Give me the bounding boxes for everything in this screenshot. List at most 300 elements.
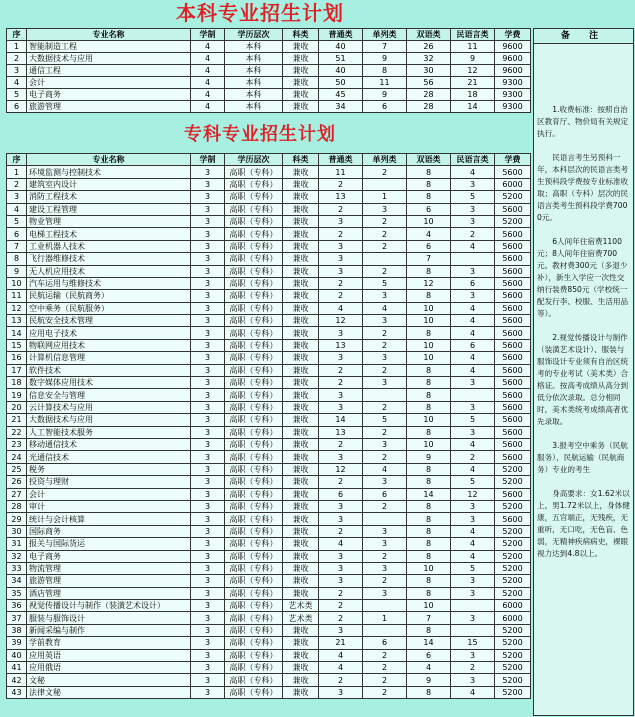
table-cell: 14 [451, 101, 495, 113]
table-cell: 高职（专科） [225, 277, 283, 289]
college-header-row [7, 154, 531, 166]
table-cell: 3 [191, 265, 225, 277]
table-cell: 40 [319, 65, 363, 77]
table-cell: 5600 [495, 389, 531, 401]
table-cell: 5 [451, 414, 495, 426]
table-cell: 高职（专科） [225, 575, 283, 587]
table-cell: 高职（专科） [225, 451, 283, 463]
table-cell: 33 [7, 562, 27, 574]
table-cell: 3 [191, 203, 225, 215]
table-cell: 兼收 [283, 166, 319, 178]
table-cell: 3 [191, 476, 225, 488]
college-table-row [7, 265, 531, 277]
table-cell: 4 [407, 662, 451, 674]
table-cell: 38 [7, 624, 27, 636]
table-cell: 兼收 [283, 41, 319, 53]
table-cell: 高职（专科） [225, 649, 283, 661]
table-cell [363, 624, 407, 636]
note-paragraph: 身高要求：女1.62米以上，男1.72米以上，身体健康，五官端正，无残疾，无重听，无口吃，无色盲、色弱，无精神疾病病史，裸眼视力达到4.8以上。 [537, 489, 630, 558]
table-cell: 3 [191, 562, 225, 574]
table-cell: 40 [7, 649, 27, 661]
table-cell: 物联网应用技术 [27, 339, 191, 351]
table-cell: 汽车运用与维修技术 [27, 277, 191, 289]
table-cell: 12 [319, 315, 363, 327]
table-cell: 5 [363, 414, 407, 426]
table-cell: 高职（专科） [225, 538, 283, 550]
table-cell: 50 [319, 77, 363, 89]
college-table-row [7, 674, 531, 686]
table-cell: 6 [7, 101, 27, 113]
college-table-row [7, 438, 531, 450]
table-cell: 8 [407, 191, 451, 203]
college-table-row [7, 240, 531, 252]
table-cell: 8 [407, 550, 451, 562]
table-cell: 3 [319, 240, 363, 252]
table-cell: 艺术类 [283, 600, 319, 612]
table-cell: 6 [363, 488, 407, 500]
table-cell: 8 [407, 575, 451, 587]
table-cell: 2 [363, 364, 407, 376]
table-cell: 高职（专科） [225, 488, 283, 500]
table-cell: 3 [451, 587, 495, 599]
table-cell: 2 [363, 686, 407, 698]
table-cell: 8 [407, 265, 451, 277]
table-cell: 兼收 [283, 476, 319, 488]
table-cell: 4 [451, 686, 495, 698]
table-cell: 3 [191, 587, 225, 599]
column-header: 学历层次 [225, 29, 283, 41]
table-cell: 3 [451, 513, 495, 525]
table-cell: 5600 [495, 228, 531, 240]
table-cell: 3 [451, 203, 495, 215]
table-cell [451, 389, 495, 401]
table-cell: 高职（专科） [225, 662, 283, 674]
table-cell: 4 [363, 463, 407, 475]
table-cell: 高职（专科） [225, 327, 283, 339]
table-cell: 5200 [495, 587, 531, 599]
table-cell: 法律文秘 [27, 686, 191, 698]
table-cell: 兼收 [283, 401, 319, 413]
table-cell: 兼收 [283, 587, 319, 599]
table-cell: 2 [451, 451, 495, 463]
column-header: 学制 [191, 154, 225, 166]
table-cell: 2 [363, 240, 407, 252]
college-table-row [7, 463, 531, 475]
table-cell: 3 [319, 624, 363, 636]
table-cell: 兼收 [283, 77, 319, 89]
table-cell: 兼收 [283, 253, 319, 265]
table-cell: 高职（专科） [225, 215, 283, 227]
table-cell: 3 [451, 377, 495, 389]
table-cell: 5600 [495, 364, 531, 376]
table-cell: 32 [407, 53, 451, 65]
table-cell: 9 [407, 451, 451, 463]
table-cell: 大数据技术与应用 [27, 53, 191, 65]
table-cell: 11 [7, 290, 27, 302]
table-cell: 兼收 [283, 389, 319, 401]
table-cell: 15 [7, 339, 27, 351]
table-cell: 兼收 [283, 339, 319, 351]
college-table-row [7, 612, 531, 624]
table-cell: 20 [7, 401, 27, 413]
table-cell: 2 [319, 476, 363, 488]
college-table-row [7, 538, 531, 550]
table-cell: 3 [191, 488, 225, 500]
table-cell: 高职（专科） [225, 414, 283, 426]
college-plan-title: 专科专业招生计划 [184, 124, 336, 145]
bachelor-plan-title: 本科专业招生计划 [176, 1, 344, 25]
college-table-row [7, 352, 531, 364]
table-cell: 2 [451, 662, 495, 674]
table-cell: 电子商务 [27, 550, 191, 562]
table-cell: 光通信技术 [27, 451, 191, 463]
table-cell: 高职（专科） [225, 401, 283, 413]
table-cell: 3 [191, 228, 225, 240]
table-cell: 3 [363, 352, 407, 364]
table-cell: 13 [7, 315, 27, 327]
table-cell: 兼收 [283, 575, 319, 587]
table-cell: 高职（专科） [225, 364, 283, 376]
table-cell: 14 [319, 414, 363, 426]
table-cell: 11 [363, 77, 407, 89]
table-cell: 文秘 [27, 674, 191, 686]
table-cell: 4 [191, 101, 225, 113]
table-cell: 18 [451, 89, 495, 101]
table-cell: 高职（专科） [225, 674, 283, 686]
table-cell: 兼收 [283, 438, 319, 450]
table-cell: 6 [363, 101, 407, 113]
table-cell: 旅游管理 [27, 575, 191, 587]
table-cell: 3 [191, 339, 225, 351]
column-header: 双语类 [407, 29, 451, 41]
table-cell: 40 [319, 41, 363, 53]
table-cell: 5600 [495, 265, 531, 277]
table-cell: 6 [451, 339, 495, 351]
table-cell: 视觉传播设计与制作（装潢艺术设计） [27, 600, 191, 612]
table-cell: 兼收 [283, 327, 319, 339]
table-cell: 3 [319, 550, 363, 562]
table-cell [363, 178, 407, 190]
table-cell: 2 [363, 662, 407, 674]
table-cell: 2 [451, 228, 495, 240]
table-cell: 3 [451, 575, 495, 587]
table-cell: 7 [407, 612, 451, 624]
table-cell: 兼收 [283, 315, 319, 327]
table-cell: 21 [7, 414, 27, 426]
table-cell: 高职（专科） [225, 624, 283, 636]
table-cell: 3 [191, 426, 225, 438]
table-cell: 26 [407, 41, 451, 53]
table-cell: 3 [191, 686, 225, 698]
table-cell: 22 [7, 426, 27, 438]
table-cell: 9600 [495, 65, 531, 77]
table-cell: 飞行器维修技术 [27, 253, 191, 265]
bachelor-plan-table [6, 28, 531, 113]
table-cell: 3 [363, 438, 407, 450]
table-cell: 3 [363, 525, 407, 537]
column-header: 学历层次 [225, 154, 283, 166]
table-cell: 3 [319, 686, 363, 698]
table-cell: 兼收 [283, 550, 319, 562]
table-cell: 5 [451, 562, 495, 574]
column-header: 民语言类 [451, 154, 495, 166]
table-cell: 统计与会计核算 [27, 513, 191, 525]
table-cell: 高职（专科） [225, 203, 283, 215]
table-cell: 3 [7, 191, 27, 203]
table-cell: 2 [363, 426, 407, 438]
table-cell: 18 [7, 377, 27, 389]
table-cell: 3 [319, 401, 363, 413]
table-cell: 5600 [495, 414, 531, 426]
college-table-row [7, 339, 531, 351]
college-table-row [7, 575, 531, 587]
table-cell: 投资与理财 [27, 476, 191, 488]
table-cell: 3 [363, 562, 407, 574]
table-cell: 5200 [495, 538, 531, 550]
table-cell: 19 [7, 389, 27, 401]
table-cell: 1 [363, 612, 407, 624]
college-table-row [7, 686, 531, 698]
table-cell: 环境监测与控制技术 [27, 166, 191, 178]
table-cell: 3 [363, 290, 407, 302]
table-cell: 兼收 [283, 649, 319, 661]
table-cell: 云计算技术与应用 [27, 401, 191, 413]
table-cell: 兼收 [283, 414, 319, 426]
college-table-row [7, 525, 531, 537]
table-cell: 高职（专科） [225, 438, 283, 450]
table-cell: 30 [7, 525, 27, 537]
table-cell: 8 [407, 401, 451, 413]
table-cell: 2 [319, 525, 363, 537]
table-cell: 9300 [495, 101, 531, 113]
college-table-row [7, 649, 531, 661]
table-cell: 5 [7, 215, 27, 227]
column-header: 学制 [191, 29, 225, 41]
table-cell: 兼收 [283, 65, 319, 77]
table-cell: 3 [191, 240, 225, 252]
table-cell: 3 [319, 389, 363, 401]
table-cell: 兼收 [283, 228, 319, 240]
table-cell: 本科 [225, 41, 283, 53]
table-cell: 2 [319, 674, 363, 686]
table-cell: 高职（专科） [225, 352, 283, 364]
table-cell: 3 [191, 302, 225, 314]
table-cell: 5600 [495, 240, 531, 252]
table-cell: 23 [7, 438, 27, 450]
table-cell: 物业管理 [27, 215, 191, 227]
college-table-row [7, 290, 531, 302]
table-cell: 计算机信息管理 [27, 352, 191, 364]
table-cell: 3 [319, 562, 363, 574]
table-cell: 4 [451, 364, 495, 376]
table-cell: 39 [7, 637, 27, 649]
table-cell: 3 [191, 649, 225, 661]
table-cell: 5600 [495, 253, 531, 265]
table-cell: 5200 [495, 500, 531, 512]
table-cell: 高职（专科） [225, 166, 283, 178]
table-cell: 会计 [27, 488, 191, 500]
table-cell: 3 [191, 191, 225, 203]
table-cell: 电子商务 [27, 89, 191, 101]
table-cell: 大数据技术与应用 [27, 414, 191, 426]
table-cell: 26 [7, 476, 27, 488]
table-cell: 8 [407, 327, 451, 339]
table-cell: 高职（专科） [225, 389, 283, 401]
table-cell: 5600 [495, 377, 531, 389]
table-cell: 兼收 [283, 500, 319, 512]
table-cell: 2 [363, 550, 407, 562]
college-table-row [7, 302, 531, 314]
table-cell: 28 [7, 500, 27, 512]
table-cell: 3 [191, 637, 225, 649]
column-header: 民语言类 [451, 29, 495, 41]
table-cell: 1 [363, 191, 407, 203]
table-cell [451, 600, 495, 612]
table-cell: 兼收 [283, 302, 319, 314]
notes-header: 备 注 [534, 29, 633, 44]
table-cell: 24 [7, 451, 27, 463]
table-cell: 建筑室内设计 [27, 178, 191, 190]
table-cell: 5 [451, 476, 495, 488]
table-cell: 2 [319, 203, 363, 215]
table-cell: 4 [191, 77, 225, 89]
table-cell: 5 [7, 89, 27, 101]
table-cell: 5600 [495, 290, 531, 302]
table-cell: 32 [7, 550, 27, 562]
bachelor-table-row [7, 89, 531, 101]
bachelor-table-row [7, 65, 531, 77]
table-cell: 3 [451, 426, 495, 438]
table-cell: 37 [7, 612, 27, 624]
table-cell: 28 [407, 89, 451, 101]
table-cell: 物流管理 [27, 562, 191, 574]
table-cell: 兼收 [283, 277, 319, 289]
table-cell: 4 [7, 77, 27, 89]
table-cell: 高职（专科） [225, 587, 283, 599]
table-cell: 10 [407, 438, 451, 450]
college-table-row [7, 277, 531, 289]
table-cell: 3 [191, 662, 225, 674]
table-cell: 6000 [495, 612, 531, 624]
table-cell: 9600 [495, 41, 531, 53]
table-cell [451, 253, 495, 265]
table-cell: 工业机器人技术 [27, 240, 191, 252]
table-cell: 消防工程技术 [27, 191, 191, 203]
table-cell: 31 [7, 538, 27, 550]
college-table-row [7, 191, 531, 203]
table-cell: 5200 [495, 624, 531, 636]
column-header: 序 [7, 154, 27, 166]
table-cell: 3 [191, 525, 225, 537]
table-cell: 3 [191, 624, 225, 636]
table-cell: 12 [7, 302, 27, 314]
table-cell: 高职（专科） [225, 240, 283, 252]
table-cell: 6 [407, 240, 451, 252]
table-cell: 6 [407, 649, 451, 661]
table-cell: 12 [451, 488, 495, 500]
table-cell: 3 [191, 513, 225, 525]
table-cell: 5200 [495, 463, 531, 475]
table-cell: 17 [7, 364, 27, 376]
table-cell: 3 [451, 674, 495, 686]
table-cell: 8 [407, 389, 451, 401]
table-cell: 5200 [495, 637, 531, 649]
table-cell: 10 [407, 215, 451, 227]
table-cell: 11 [451, 41, 495, 53]
table-cell: 10 [407, 339, 451, 351]
college-table-row [7, 426, 531, 438]
table-cell: 8 [363, 65, 407, 77]
table-cell: 5600 [495, 327, 531, 339]
table-cell: 6 [451, 277, 495, 289]
college-table-row [7, 389, 531, 401]
table-cell: 兼收 [283, 265, 319, 277]
college-table-row [7, 488, 531, 500]
table-cell: 数字媒体应用技术 [27, 377, 191, 389]
table-cell: 3 [363, 377, 407, 389]
college-table-row [7, 476, 531, 488]
table-cell: 10 [407, 414, 451, 426]
table-cell: 兼收 [283, 101, 319, 113]
table-cell: 30 [407, 65, 451, 77]
table-cell: 人工智能技术服务 [27, 426, 191, 438]
table-cell: 旅游管理 [27, 101, 191, 113]
table-cell: 8 [407, 166, 451, 178]
table-cell: 8 [407, 525, 451, 537]
table-cell: 5600 [495, 513, 531, 525]
table-cell: 高职（专科） [225, 339, 283, 351]
table-cell: 5200 [495, 575, 531, 587]
table-cell: 3 [191, 500, 225, 512]
table-cell: 5200 [495, 476, 531, 488]
column-header: 专业名称 [27, 154, 191, 166]
table-cell: 本科 [225, 65, 283, 77]
table-cell: 兼收 [283, 686, 319, 698]
college-table-row [7, 451, 531, 463]
table-cell: 8 [407, 290, 451, 302]
table-cell: 2 [363, 228, 407, 240]
table-cell: 8 [407, 587, 451, 599]
table-cell: 2 [319, 612, 363, 624]
table-cell: 无人机应用技术 [27, 265, 191, 277]
table-cell: 4 [191, 65, 225, 77]
table-cell: 5600 [495, 203, 531, 215]
table-cell: 2 [363, 451, 407, 463]
table-cell: 3 [191, 277, 225, 289]
table-cell: 13 [319, 191, 363, 203]
column-header: 单列类 [363, 29, 407, 41]
table-cell: 10 [407, 562, 451, 574]
college-table-row [7, 327, 531, 339]
table-cell: 4 [451, 352, 495, 364]
table-cell: 高职（专科） [225, 315, 283, 327]
table-cell: 兼收 [283, 451, 319, 463]
table-cell: 高职（专科） [225, 228, 283, 240]
table-cell: 4 [451, 315, 495, 327]
table-cell: 4 [191, 89, 225, 101]
table-cell: 45 [319, 89, 363, 101]
table-cell: 2 [363, 500, 407, 512]
table-cell: 兼收 [283, 624, 319, 636]
table-cell: 兼收 [283, 352, 319, 364]
table-cell: 3 [451, 401, 495, 413]
table-cell: 5600 [495, 315, 531, 327]
table-cell: 3 [319, 352, 363, 364]
table-cell: 高职（专科） [225, 562, 283, 574]
table-cell: 5600 [495, 302, 531, 314]
table-cell: 36 [7, 600, 27, 612]
table-cell: 5600 [495, 488, 531, 500]
